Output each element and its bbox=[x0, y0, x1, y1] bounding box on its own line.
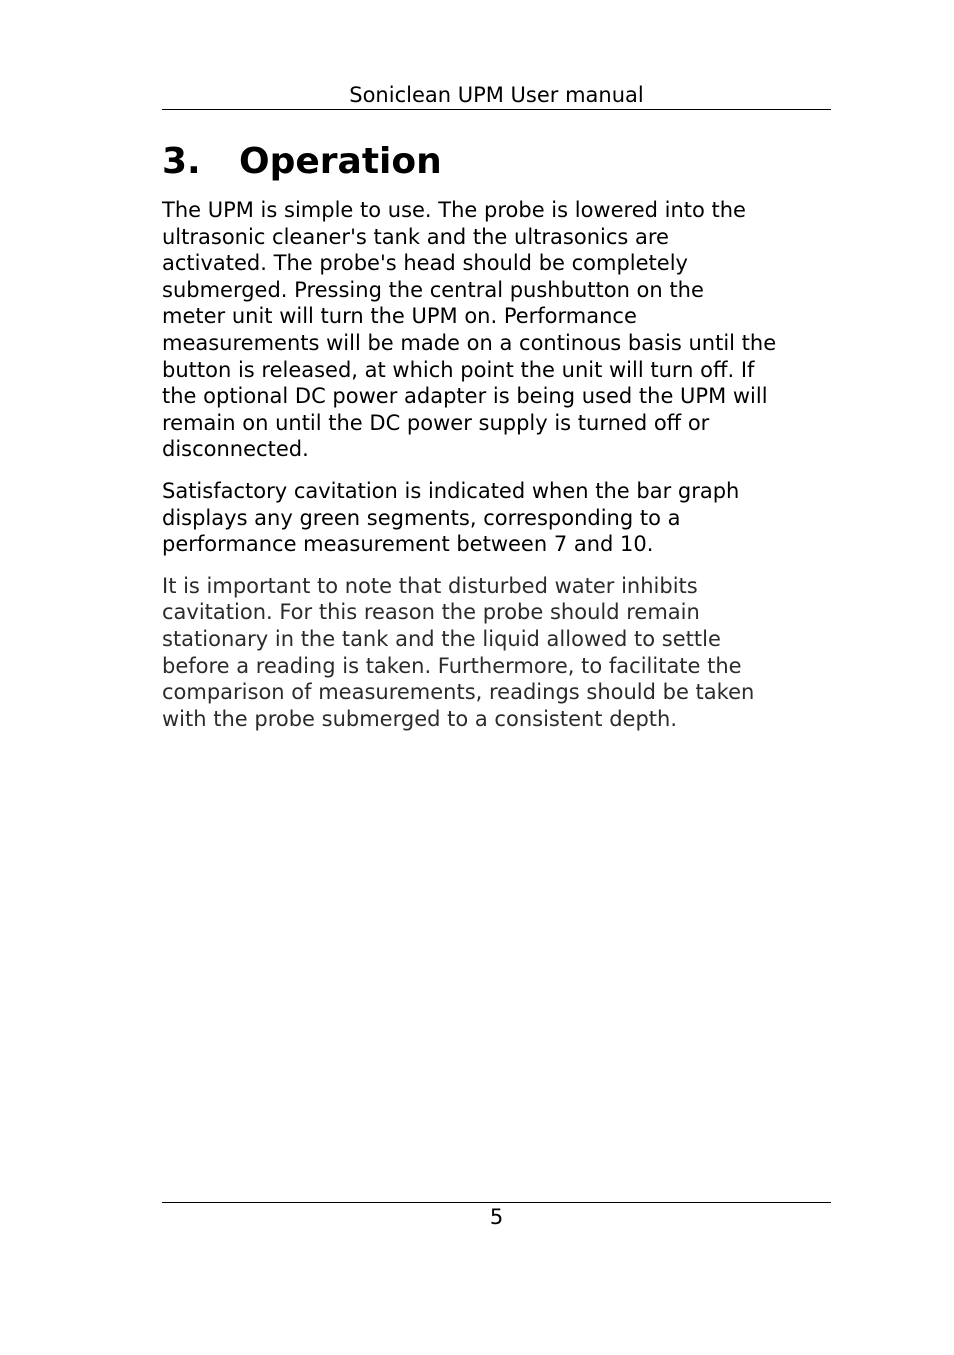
text-line: stationary in the tank and the liquid allowed to settle bbox=[162, 626, 721, 651]
text-line: remain on until the DC power supply is turned off or bbox=[162, 410, 710, 435]
paragraph-usage bbox=[162, 197, 834, 463]
text-line: measurements will be made on a continous basis until the bbox=[162, 330, 777, 355]
text-line: cavitation. For this reason the probe should remain bbox=[162, 600, 700, 625]
text-line: comparison of measurements, readings should be taken bbox=[162, 680, 755, 705]
paragraph-cavitation-indicator bbox=[162, 478, 834, 558]
text-line: meter unit will turn the UPM on. Performance bbox=[162, 304, 637, 329]
text-line: ultrasonic cleaner's tank and the ultrasonics are bbox=[162, 224, 669, 249]
text-line: the optional DC power adapter is being used the UPM will bbox=[162, 384, 768, 409]
page-footer bbox=[162, 1202, 831, 1230]
section-title: Operation bbox=[239, 141, 442, 182]
text-line: Satisfactory cavitation is indicated when the bar graph bbox=[162, 478, 740, 503]
text-line: The UPM is simple to use. The probe is lowered into the bbox=[162, 198, 746, 222]
section-number: 3. bbox=[162, 141, 201, 182]
page-header bbox=[162, 82, 831, 110]
paragraph-measurement-notes bbox=[162, 573, 834, 733]
text-line: button is released, at which point the unit will turn off. If bbox=[162, 357, 755, 382]
text-line: activated. The probe's head should be completely bbox=[162, 251, 688, 276]
text-line: with the probe submerged to a consistent depth. bbox=[162, 706, 678, 731]
body-text bbox=[162, 197, 834, 747]
text-line: performance measurement between 7 and 10. bbox=[162, 532, 654, 557]
text-line: displays any green segments, corresponding to a bbox=[162, 505, 681, 530]
text-line: before a reading is taken. Furthermore, to facilitate the bbox=[162, 653, 742, 678]
text-line: submerged. Pressing the central pushbutton on the bbox=[162, 277, 704, 302]
text-line: disconnected. bbox=[162, 437, 309, 462]
page-number: 5 bbox=[489, 1205, 504, 1229]
running-title: Soniclean UPM User manual bbox=[349, 83, 644, 107]
section-heading bbox=[162, 138, 442, 186]
text-line: It is important to note that disturbed water inhibits bbox=[162, 573, 698, 598]
